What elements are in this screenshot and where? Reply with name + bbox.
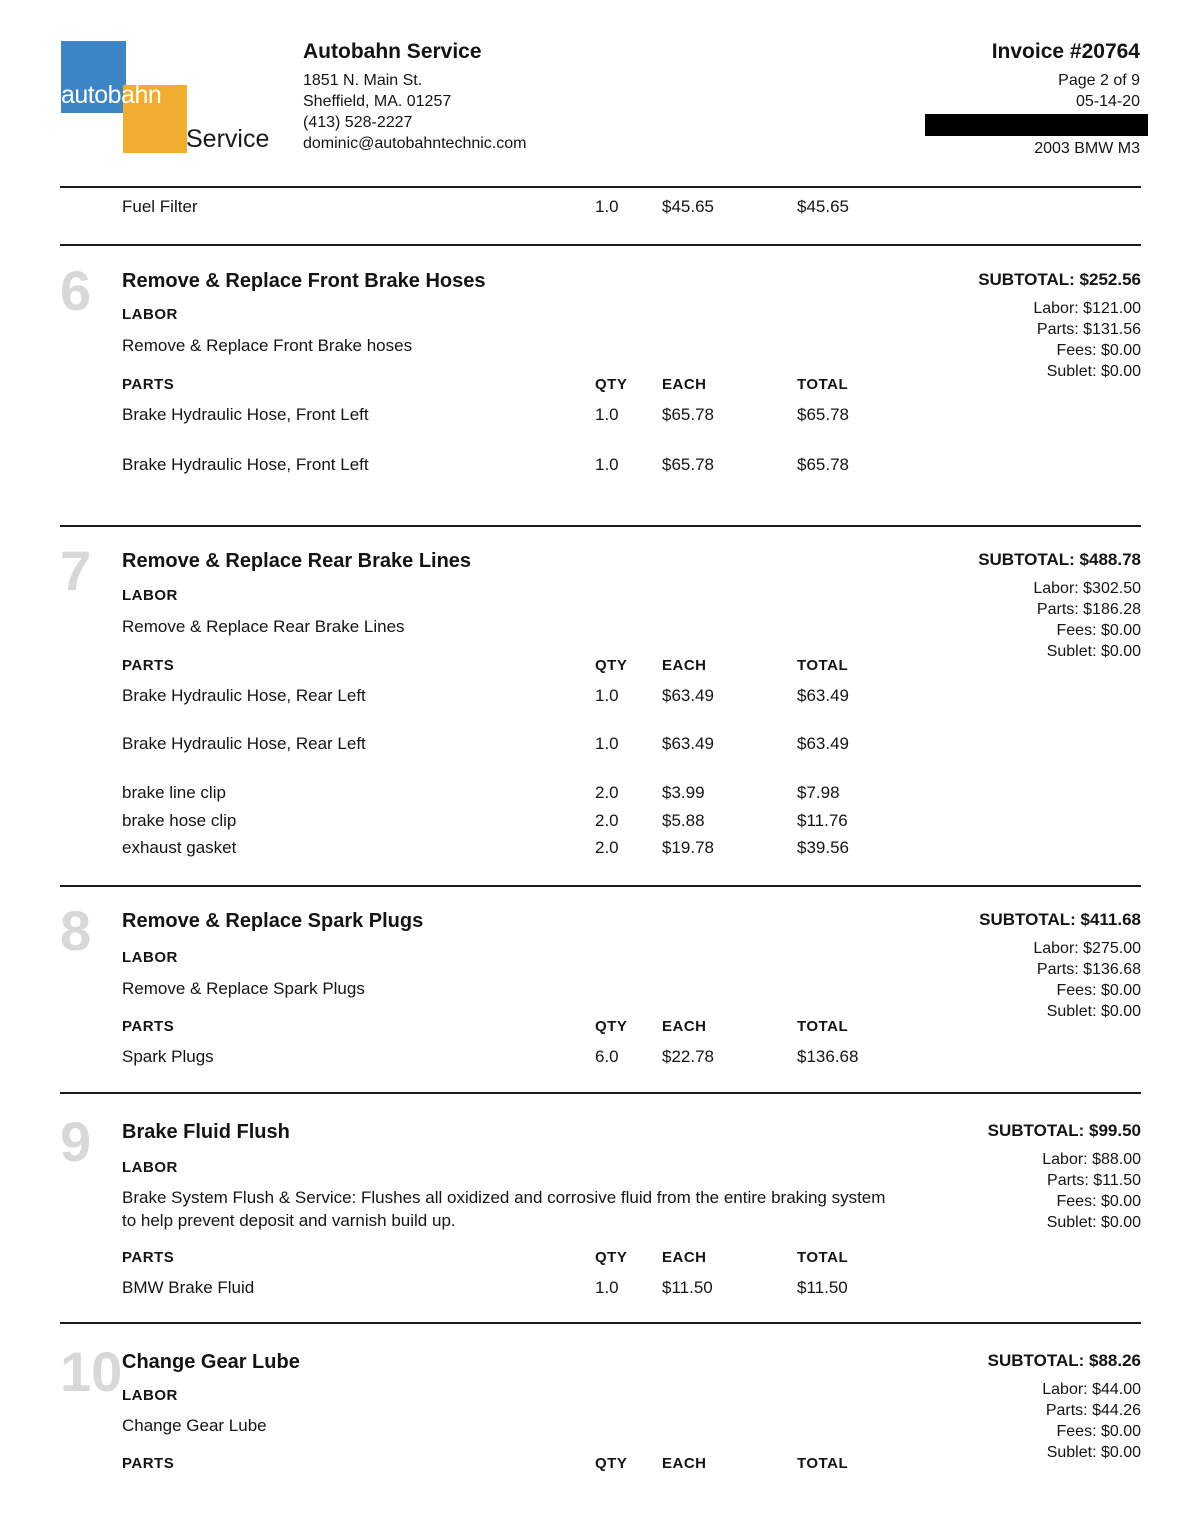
labor-label: LABOR xyxy=(122,306,178,323)
invoice-number: Invoice #20764 xyxy=(991,40,1140,63)
section-summary xyxy=(988,1351,1141,1463)
labor-label: LABOR xyxy=(122,1387,178,1404)
part-total: $39.56 xyxy=(797,838,849,857)
invoice-info xyxy=(925,40,1140,159)
part-total: $11.76 xyxy=(797,811,848,830)
logo-word-service: Service xyxy=(186,125,270,153)
part-name: Brake Hydraulic Hose, Front Left xyxy=(122,405,369,424)
each-header: EACH xyxy=(662,1018,707,1035)
labor-amount: Labor: $121.00 xyxy=(1033,300,1141,317)
labor-amount: Labor: $88.00 xyxy=(1042,1151,1141,1168)
part-each: $19.78 xyxy=(662,838,714,857)
each-header: EACH xyxy=(662,657,707,674)
parts-amount: Parts: $44.26 xyxy=(1045,1402,1141,1419)
section-number: 9 xyxy=(60,1110,92,1173)
labor-description: Brake System Flush & Service: Flushes all oxidized and corrosive fluid from the entire braking system to help prevent deposit and varnish build up. xyxy=(122,1188,886,1230)
part-total: $11.50 xyxy=(797,1278,848,1297)
parts-amount: Parts: $136.68 xyxy=(1036,961,1141,978)
labor-description: Remove & Replace Rear Brake Lines xyxy=(122,617,405,636)
company-info xyxy=(303,40,526,154)
fees-amount: Fees: $0.00 xyxy=(1056,1423,1141,1440)
part-qty: 1.0 xyxy=(595,197,619,216)
qty-header: QTY xyxy=(595,1249,628,1266)
parts-label: PARTS xyxy=(122,657,175,674)
page-number: Page 2 of 9 xyxy=(1058,72,1140,89)
invoice-date: 05-14-20 xyxy=(1075,93,1140,110)
part-each: $11.50 xyxy=(662,1278,713,1297)
labor-amount: Labor: $44.00 xyxy=(1042,1381,1141,1398)
company-phone: (413) 528-2227 xyxy=(303,114,413,131)
section-number: 8 xyxy=(60,899,92,962)
parts-label: PARTS xyxy=(122,1249,175,1266)
section-title: Remove & Replace Rear Brake Lines xyxy=(122,550,472,572)
divider xyxy=(60,885,1141,887)
each-header: EACH xyxy=(662,1249,707,1266)
part-qty: 1.0 xyxy=(595,1278,619,1297)
labor-description: Remove & Replace Spark Plugs xyxy=(122,979,365,998)
qty-header: QTY xyxy=(595,657,628,674)
company-name: Autobahn Service xyxy=(303,40,482,63)
parts-amount: Parts: $131.56 xyxy=(1036,321,1141,338)
labor-label: LABOR xyxy=(122,949,178,966)
each-header: EACH xyxy=(662,1455,707,1472)
fees-amount: Fees: $0.00 xyxy=(1056,342,1141,359)
part-total: $45.65 xyxy=(797,197,849,216)
section-title: Brake Fluid Flush xyxy=(122,1121,290,1143)
part-each: $5.88 xyxy=(662,811,705,830)
divider xyxy=(60,186,1141,188)
sublet-amount: Sublet: $0.00 xyxy=(1046,643,1141,660)
vehicle: 2003 BMW M3 xyxy=(1034,140,1140,157)
total-header: TOTAL xyxy=(797,1455,849,1472)
part-each: $22.78 xyxy=(662,1047,714,1066)
qty-header: QTY xyxy=(595,1018,628,1035)
company-email: dominic@autobahntechnic.com xyxy=(303,135,527,152)
divider xyxy=(60,525,1141,527)
company-logo xyxy=(61,41,281,156)
divider xyxy=(60,244,1141,246)
part-total: $65.78 xyxy=(797,455,849,474)
section-title: Change Gear Lube xyxy=(122,1351,300,1373)
part-total: $7.98 xyxy=(797,783,840,802)
labor-amount: Labor: $275.00 xyxy=(1033,940,1141,957)
part-qty: 1.0 xyxy=(595,455,619,474)
part-name: brake line clip xyxy=(122,783,226,802)
logo-word-autobahn: autobahn xyxy=(61,81,162,109)
part-each: $3.99 xyxy=(662,783,705,802)
labor-label: LABOR xyxy=(122,587,178,604)
part-qty: 2.0 xyxy=(595,783,619,802)
subtotal: SUBTOTAL: $88.26 xyxy=(987,1351,1141,1370)
part-name: exhaust gasket xyxy=(122,838,237,857)
divider xyxy=(60,1322,1141,1324)
part-qty: 6.0 xyxy=(595,1047,619,1066)
section-title: Remove & Replace Spark Plugs xyxy=(122,910,424,932)
part-qty: 1.0 xyxy=(595,734,619,753)
part-each: $63.49 xyxy=(662,734,714,753)
fees-amount: Fees: $0.00 xyxy=(1056,1193,1141,1210)
sublet-amount: Sublet: $0.00 xyxy=(1046,1214,1141,1231)
sublet-amount: Sublet: $0.00 xyxy=(1046,1444,1141,1461)
company-address-1: 1851 N. Main St. xyxy=(303,72,423,89)
part-total: $65.78 xyxy=(797,405,849,424)
fees-amount: Fees: $0.00 xyxy=(1056,622,1141,639)
parts-label: PARTS xyxy=(122,1455,175,1472)
part-total: $63.49 xyxy=(797,686,849,705)
sublet-amount: Sublet: $0.00 xyxy=(1046,1003,1141,1020)
carryover-part-row xyxy=(60,196,1141,220)
qty-header: QTY xyxy=(595,1455,628,1472)
part-name: Brake Hydraulic Hose, Front Left xyxy=(122,455,369,474)
total-header: TOTAL xyxy=(797,376,849,393)
section-number: 10 xyxy=(60,1340,123,1403)
part-name: Brake Hydraulic Hose, Rear Left xyxy=(122,734,366,753)
labor-description: Remove & Replace Front Brake hoses xyxy=(122,336,413,355)
total-header: TOTAL xyxy=(797,1249,849,1266)
subtotal: SUBTOTAL: $252.56 xyxy=(978,270,1141,289)
part-each: $45.65 xyxy=(662,197,714,216)
parts-label: PARTS xyxy=(122,376,175,393)
part-name: Brake Hydraulic Hose, Rear Left xyxy=(122,686,366,705)
parts-amount: Parts: $186.28 xyxy=(1036,601,1141,618)
section-title: Remove & Replace Front Brake Hoses xyxy=(122,270,486,292)
part-name: BMW Brake Fluid xyxy=(122,1278,255,1297)
labor-amount: Labor: $302.50 xyxy=(1033,580,1141,597)
part-each: $65.78 xyxy=(662,455,714,474)
part-total: $136.68 xyxy=(797,1047,859,1066)
section-summary xyxy=(978,270,1141,382)
redaction-bar xyxy=(925,114,1148,136)
parts-label: PARTS xyxy=(122,1018,175,1035)
part-qty: 2.0 xyxy=(595,838,619,857)
total-header: TOTAL xyxy=(797,1018,849,1035)
labor-description: Change Gear Lube xyxy=(122,1416,267,1435)
part-total: $63.49 xyxy=(797,734,849,753)
sublet-amount: Sublet: $0.00 xyxy=(1046,363,1141,380)
part-qty: 1.0 xyxy=(595,686,619,705)
subtotal: SUBTOTAL: $411.68 xyxy=(979,910,1141,929)
part-qty: 1.0 xyxy=(595,405,619,424)
company-address-2: Sheffield, MA. 01257 xyxy=(303,93,452,110)
section-summary xyxy=(979,910,1141,1022)
section-summary xyxy=(978,550,1141,662)
section-number: 7 xyxy=(60,539,92,602)
part-name: Fuel Filter xyxy=(122,197,198,216)
part-name: brake hose clip xyxy=(122,811,237,830)
part-name: Spark Plugs xyxy=(122,1047,214,1066)
fees-amount: Fees: $0.00 xyxy=(1056,982,1141,999)
part-each: $65.78 xyxy=(662,405,714,424)
labor-label: LABOR xyxy=(122,1159,178,1176)
qty-header: QTY xyxy=(595,376,628,393)
part-qty: 2.0 xyxy=(595,811,619,830)
divider xyxy=(60,1092,1141,1094)
section-number: 6 xyxy=(60,259,92,322)
subtotal: SUBTOTAL: $488.78 xyxy=(978,550,1141,569)
each-header: EACH xyxy=(662,376,707,393)
total-header: TOTAL xyxy=(797,657,849,674)
part-each: $63.49 xyxy=(662,686,714,705)
parts-amount: Parts: $11.50 xyxy=(1047,1172,1141,1189)
section-summary xyxy=(988,1121,1141,1233)
subtotal: SUBTOTAL: $99.50 xyxy=(987,1121,1141,1140)
